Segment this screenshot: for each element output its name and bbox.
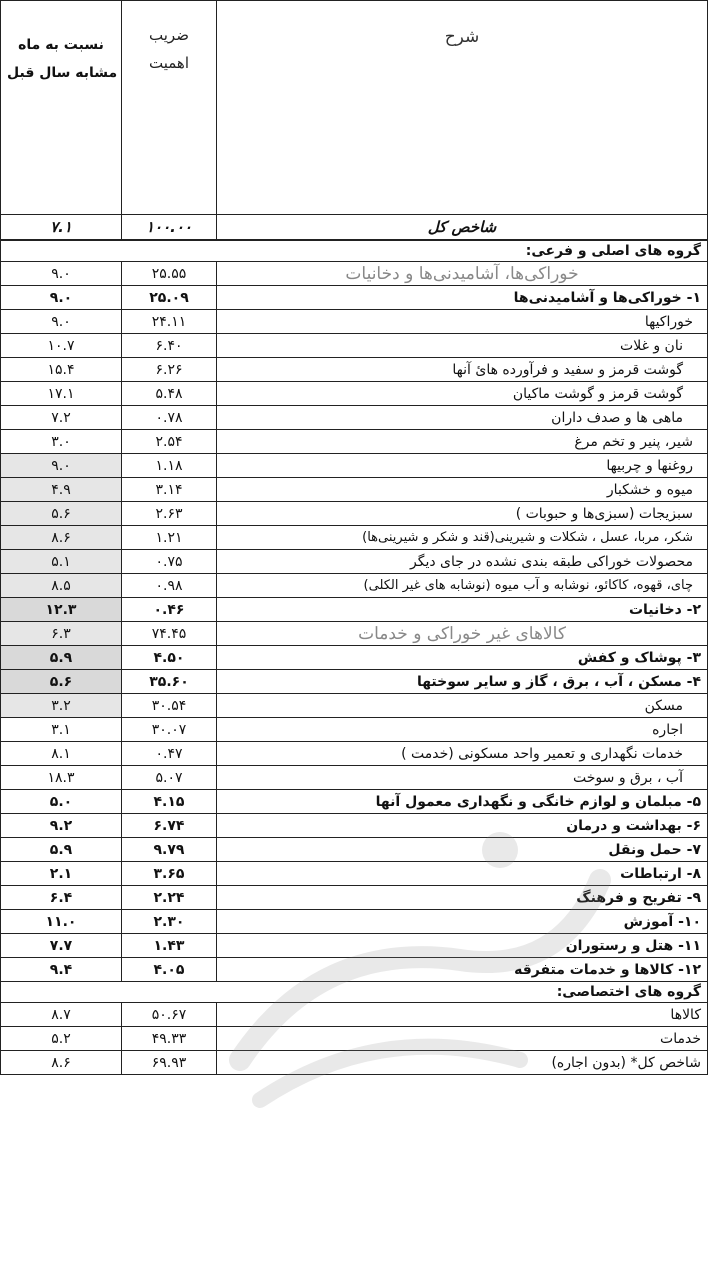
row-weight: ۱.۱۸ [122,454,217,478]
header-row [1,1,708,215]
row-weight: ۶۹.۹۳ [122,1051,217,1075]
row-change: ۶.۴ [1,886,122,910]
total-label: شاخص کل [217,215,708,241]
row-label: کالاهای غیر خوراکی و خدمات [217,622,708,646]
row-change: ۹.۰ [1,286,122,310]
row-weight: ۳.۶۵ [122,862,217,886]
row-change: ۸.۷ [1,1003,122,1027]
row-label: ۱۲- کالاها و خدمات متفرقه [217,958,708,982]
table-row [1,622,708,646]
row-change: ۵.۶ [1,670,122,694]
table-row [1,1027,708,1051]
special-groups-title: گروه های اختصاصی: [1,982,708,1003]
total-change: ۷.۱ [1,215,122,241]
row-weight: ۵۰.۶۷ [122,1003,217,1027]
table-row [1,262,708,286]
table-row [1,454,708,478]
row-change: ۹.۰ [1,454,122,478]
row-label: ۳- پوشاک و کفش [217,646,708,670]
row-label: ماهی ها و صدف داران [217,406,708,430]
row-weight: ۲۵.۵۵ [122,262,217,286]
row-label: ۹- تفریح و فرهنگ [217,886,708,910]
row-weight: ۱.۴۳ [122,934,217,958]
table-row [1,430,708,454]
row-label: نان و غلات [217,334,708,358]
row-weight: ۲.۲۴ [122,886,217,910]
row-change: ۱۲.۳ [1,598,122,622]
row-label: خدمات [217,1027,708,1051]
row-change: ۵.۲ [1,1027,122,1051]
row-change: ۱۷.۱ [1,382,122,406]
row-label: اجاره [217,718,708,742]
row-weight: ۲۵.۰۹ [122,286,217,310]
table-row [1,670,708,694]
row-weight: ۳۵.۶۰ [122,670,217,694]
table-row [1,598,708,622]
row-weight: ۰.۷۸ [122,406,217,430]
row-change: ۳.۰ [1,430,122,454]
main-groups-title: گروه های اصلی و فرعی: [1,240,708,262]
row-weight: ۴۹.۳۳ [122,1027,217,1051]
row-change: ۹.۰ [1,262,122,286]
row-label: میوه و خشکبار [217,478,708,502]
row-weight: ۴.۰۵ [122,958,217,982]
row-change: ۱۱.۰ [1,910,122,934]
table-row [1,1051,708,1075]
table-row [1,574,708,598]
total-row [1,215,708,241]
table-row [1,886,708,910]
row-change: ۸.۵ [1,574,122,598]
row-change: ۷.۷ [1,934,122,958]
row-label: چای، قهوه، کاکائو، نوشابه و آب میوه (نوشابه های غیر الکلی) [217,574,708,598]
row-label: سبزیجات (سبزی‌ها و حبوبات ) [217,502,708,526]
row-weight: ۷۴.۴۵ [122,622,217,646]
row-change: ۳.۲ [1,694,122,718]
table-row [1,910,708,934]
row-label: ۴- مسکن ، آب ، برق ، گاز و سایر سوختها [217,670,708,694]
table-row [1,1003,708,1027]
row-change: ۵.۹ [1,838,122,862]
table-row [1,718,708,742]
row-change: ۴.۹ [1,478,122,502]
row-weight: ۰.۷۵ [122,550,217,574]
row-weight: ۶.۷۴ [122,814,217,838]
row-label: ۶- بهداشت و درمان [217,814,708,838]
row-change: ۸.۶ [1,526,122,550]
row-change: ۵.۶ [1,502,122,526]
row-change: ۷.۲ [1,406,122,430]
header-weight-line1: ضریب [149,26,189,44]
row-weight: ۰.۴۷ [122,742,217,766]
row-label: ۷- حمل ونقل [217,838,708,862]
row-label: کالاها [217,1003,708,1027]
row-change: ۸.۶ [1,1051,122,1075]
header-weight [122,1,217,215]
table-row [1,310,708,334]
table-row [1,694,708,718]
row-weight: ۲.۶۳ [122,502,217,526]
row-change: ۹.۴ [1,958,122,982]
table-row [1,502,708,526]
row-weight: ۳.۱۴ [122,478,217,502]
table-row [1,334,708,358]
row-weight: ۲.۳۰ [122,910,217,934]
row-weight: ۲۴.۱۱ [122,310,217,334]
row-change: ۱۰.۷ [1,334,122,358]
table-row [1,646,708,670]
table-row [1,406,708,430]
row-label: مسکن [217,694,708,718]
table-row [1,382,708,406]
header-change-line1: نسبت به ماه [18,37,104,53]
row-label: ۱۰- آموزش [217,910,708,934]
row-change: ۱۵.۴ [1,358,122,382]
row-label: گوشت قرمز و سفید و فرآورده هائ آنها [217,358,708,382]
header-desc: شرح [217,1,708,215]
row-weight: ۰.۴۶ [122,598,217,622]
row-label: ۸- ارتباطات [217,862,708,886]
table-row [1,790,708,814]
table-row [1,358,708,382]
table-row [1,766,708,790]
row-change: ۵.۹ [1,646,122,670]
total-weight: ۱۰۰.۰۰ [122,215,217,241]
header-change-line2: مشابه سال قبل [7,65,118,81]
row-weight: ۶.۴۰ [122,334,217,358]
table-row [1,478,708,502]
row-label: ۲- دخانیات [217,598,708,622]
row-change: ۹.۰ [1,310,122,334]
main-groups-title-row [1,240,708,262]
row-change: ۵.۰ [1,790,122,814]
row-change: ۵.۱ [1,550,122,574]
row-label: شاخص کل* (بدون اجاره) [217,1051,708,1075]
header-change [1,1,122,215]
row-change: ۶.۳ [1,622,122,646]
row-label: گوشت قرمز و گوشت ماکیان [217,382,708,406]
row-change: ۲.۱ [1,862,122,886]
table-row [1,286,708,310]
row-label: خوراکیها [217,310,708,334]
row-label: آب ، برق و سوخت [217,766,708,790]
special-groups-title-row [1,982,708,1003]
row-weight: ۱.۲۱ [122,526,217,550]
row-weight: ۲.۵۴ [122,430,217,454]
table-row [1,550,708,574]
row-change: ۱۸.۳ [1,766,122,790]
row-weight: ۹.۷۹ [122,838,217,862]
row-label: محصولات خوراکی طبقه بندی نشده در جای دیگر [217,550,708,574]
row-weight: ۴.۵۰ [122,646,217,670]
row-weight: ۵.۴۸ [122,382,217,406]
row-label: شکر، مربا، عسل ، شکلات و شیرینی(قند و شکر و شیرینی‌ها) [217,526,708,550]
row-weight: ۶.۲۶ [122,358,217,382]
row-label: ۱۱- هتل و رستوران [217,934,708,958]
row-label: ۱- خوراکی‌ها و آشامیدنی‌ها [217,286,708,310]
row-label: روغنها و چربیها [217,454,708,478]
row-weight: ۴.۱۵ [122,790,217,814]
row-weight: ۳۰.۵۴ [122,694,217,718]
table-row [1,814,708,838]
table-row [1,838,708,862]
table-row [1,934,708,958]
row-label: خوراکی‌ها، آشامیدنی‌ها و دخانیات [217,262,708,286]
row-weight: ۳۰.۰۷ [122,718,217,742]
row-change: ۸.۱ [1,742,122,766]
table-row [1,742,708,766]
row-label: خدمات نگهداری و تعمیر واحد مسکونی (خدمت ) [217,742,708,766]
header-weight-line2: اهمیت [148,54,189,72]
row-label: ۵- مبلمان و لوازم خانگی و نگهداری معمول آنها [217,790,708,814]
table-row [1,958,708,982]
table-row [1,526,708,550]
table-row [1,862,708,886]
row-label: شیر، پنیر و تخم مرغ [217,430,708,454]
row-change: ۹.۲ [1,814,122,838]
row-weight: ۰.۹۸ [122,574,217,598]
row-weight: ۵.۰۷ [122,766,217,790]
row-change: ۳.۱ [1,718,122,742]
